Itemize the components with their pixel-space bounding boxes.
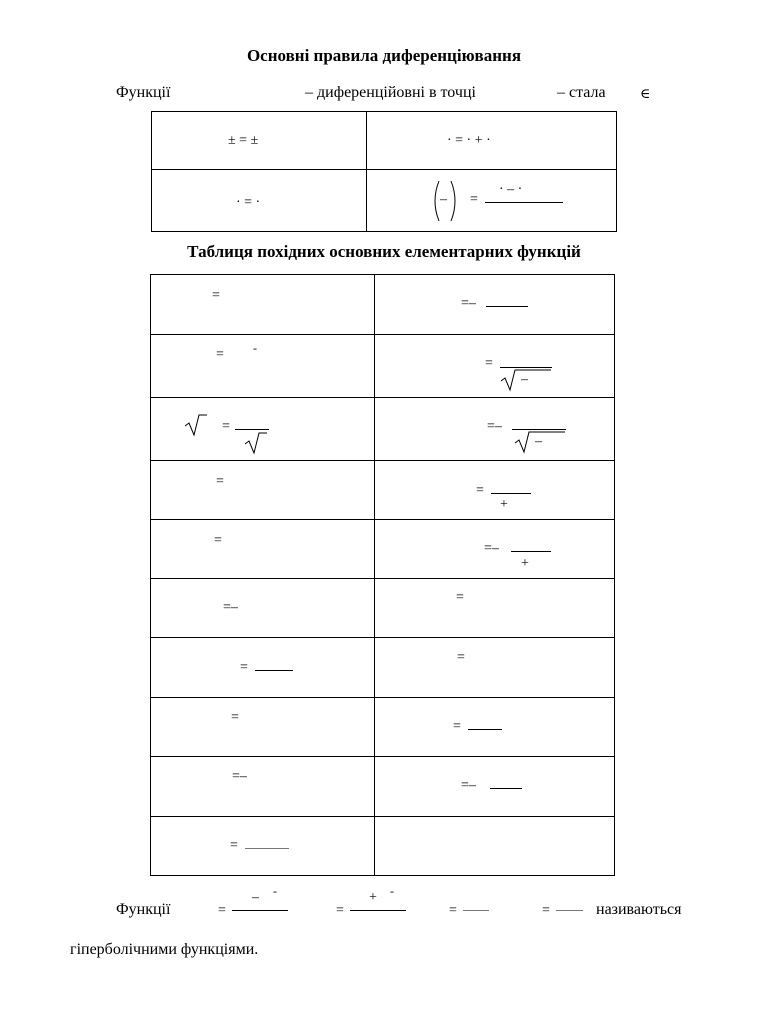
deriv-right-cell [375,275,615,335]
quotient-numerator: · – · [499,182,523,197]
hyperbolic-lead: Функції [116,901,171,918]
deriv-right-cell [375,520,615,579]
product-rule: · = · + · [447,133,491,148]
deriv-left-cell [151,757,375,817]
deriv-right-cell [375,398,615,461]
deriv-right-fraction-bar [486,306,528,307]
sqrt-symbol-icon [501,369,561,393]
deriv-right-denominator: + [521,556,529,571]
deriv-left-superscript: - [253,341,257,355]
hyperbolic-f4-eq: = [542,903,550,918]
deriv-left-cell [151,698,375,757]
deriv-left-eq: = [230,838,238,853]
page-title: Основні правила диференціювання [246,46,522,65]
rules-table [151,111,617,232]
hyperbolic-f2-numerator: + [369,890,377,905]
deriv-right-denominator: – [535,434,542,449]
hyperbolic-f3-fraction-bar [463,910,489,911]
rules-cell-product [367,112,617,170]
hyperbolic-f1-eq: = [218,903,226,918]
deriv-right-eq: = [476,483,484,498]
deriv-right-eq: =– [461,296,476,311]
quotient-lhs: – [440,192,447,207]
deriv-left-fraction-bar [235,429,269,430]
rules-cell-const [152,170,367,232]
deriv-left-cell [151,817,375,876]
deriv-left-eq: = [231,710,239,725]
deriv-left-cell [151,398,375,461]
quotient-eq: = [470,192,478,207]
deriv-left-eq: = [240,660,248,675]
hyperbolic-f3-eq: = [449,903,457,918]
intro-constant: – стала [557,84,606,101]
hyperbolic-f1-fraction-bar [232,910,288,911]
deriv-right-eq: =– [484,541,499,556]
hyperbolic-line2: гіперболічними функціями. [70,941,259,958]
deriv-left-cell [151,335,375,398]
intro-lead: Функції [116,84,171,101]
deriv-right-cell [375,461,615,520]
deriv-left-fraction-bar [245,848,289,849]
deriv-left-eq: =– [223,600,238,615]
deriv-right-eq: = [485,356,493,371]
deriv-right-fraction-bar [500,367,552,368]
deriv-left-eq: =– [232,769,247,784]
hyperbolic-f2-fraction-bar [350,910,406,911]
deriv-left-eq: = [212,288,220,303]
const-rule: · = · [236,195,261,210]
rules-cell-quotient [367,170,617,232]
deriv-right-denominator: + [500,497,508,512]
deriv-right-eq: = [456,590,464,605]
hyperbolic-f2-eq: = [336,903,344,918]
quotient-fraction-bar [485,202,563,203]
deriv-left-eq: = [214,533,222,548]
deriv-left-cell [151,461,375,520]
deriv-left-cell [151,579,375,638]
deriv-right-cell [375,757,615,817]
deriv-right-cell [375,335,615,398]
hyperbolic-f1-superscript: - [273,884,277,898]
deriv-right-eq: =– [487,419,502,434]
sqrt-symbol-icon [245,432,271,456]
deriv-left-cell [151,275,375,335]
deriv-right-fraction-bar [468,729,502,730]
deriv-right-fraction-bar [511,551,551,552]
hyperbolic-f4-fraction-bar [556,910,583,911]
deriv-right-fraction-bar [512,429,566,430]
deriv-right-cell [375,579,615,638]
hyperbolic-f2-superscript: - [390,884,394,898]
deriv-left-eq: = [216,474,224,489]
deriv-right-cell-empty [375,817,615,876]
deriv-left-eq: = [222,419,230,434]
sqrt-symbol-icon [185,414,211,438]
intro-differentiable: – диференційовні в точці [305,84,476,101]
deriv-right-fraction-bar [491,493,531,494]
deriv-right-cell [375,638,615,698]
sqrt-symbol-icon [515,431,575,455]
sum-rule: ± = ± [228,133,259,148]
derivatives-title: Таблиця похідних основних елементарних функцій [187,242,581,261]
hyperbolic-called: називаються [596,901,682,918]
deriv-right-denominator: – [521,372,528,387]
deriv-left-cell [151,638,375,698]
deriv-left-eq: = [216,347,224,362]
intro-belongs-symbol: ∈ [640,87,651,102]
deriv-left-cell [151,520,375,579]
rules-cell-sum [152,112,367,170]
deriv-right-eq: =– [461,778,476,793]
hyperbolic-f1-numerator: – [252,890,259,905]
derivatives-table [150,274,615,876]
deriv-left-fraction-bar [255,670,293,671]
deriv-right-cell [375,698,615,757]
deriv-right-fraction-bar [490,788,522,789]
deriv-right-eq: = [453,719,461,734]
deriv-right-eq: = [457,650,465,665]
